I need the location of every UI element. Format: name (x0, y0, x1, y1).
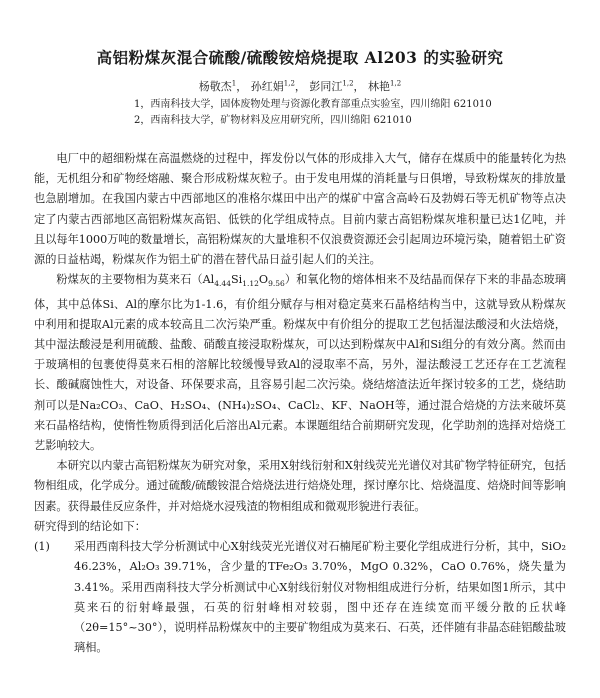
conclusion-number: (1) (34, 540, 50, 554)
author-name: 彭同江 (309, 80, 343, 93)
paragraph-phases: 粉煤灰的主要物相为莫来石$(Al_{4.44}Si_{1.12}O_{9.56})$和氧化物的熔体相来不及结晶而保存下来的非晶态玻璃体，其中总体Si、Al的摩尔比为1-1.6，有价组分赋存与相对稳定莫来石晶格结构当中，这就导致从粉煤灰中利用和提取Al元素的成本较高且二次污染严重。粉煤灰中有价组分的提取工艺包括湿法酸浸和火法焙烧，其中湿法酸浸是利用硫酸、盐酸、硝酸直接浸取粉煤灰，可以达到粉煤灰中Al和Si组分的有效分离。然而由于玻璃相的包裹使得莫来石相的溶解比较缓慢导致Al的浸取率不高，另外，湿法酸浸工艺还存在工艺流程长、酸碱腐蚀性大，对设备、环保要求高，且容易引起二次污染。烧结熔渣法近年探讨较多的工艺，烧结助剂可以是Na₂CO₃、CaO、H₂SO₄、(NH₄)₂SO₄、CaCl₂、KF、NaOH等，通过混合焙烧的方法来破坏莫来石晶格结构，使惰性物质得到活化后溶出Al元素。本课题组结合前期研究发现，化学助剂的选择对焙烧工艺影响较大。 (34, 273, 566, 453)
paragraph-intro: 电厂中的超细粉煤在高温燃烧的过程中，挥发份以气体的形成排入大气，储存在煤质中的能量转化为热能，无机组分和矿物经熔融、聚合形成粉煤灰粒子。由于发电用煤的消耗量与日俱增，导致粉煤灰的排放量也急剧增加。在我国内蒙古中西部地区的准格尔煤田中出产的煤矿中富含高岭石及勃姆石等无机矿物等点决定了内蒙古西部地区高铝粉煤灰高铝、低铁的化学组成特点。目前内蒙古高铝粉煤灰堆积量已达1亿吨，并且以每年1000万吨的数量增长，高铝粉煤灰的大量堆积不仅浪费资源还会引起周边环境污染，随着铝土矿资源的日益枯竭，粉煤灰作为铝土矿的潜在替代品日益引起人们的关注。 (34, 152, 566, 267)
author-affil-mark: 1,2 (342, 79, 354, 88)
author-name: 林艳 (368, 80, 391, 93)
author-name: 杨敬杰 (198, 80, 232, 93)
author-affil-mark: 1 (231, 79, 237, 88)
author-affil-mark: 1,2 (390, 79, 402, 88)
conclusion-item (34, 537, 566, 658)
conclusion-text: 采用西南科技大学分析测试中心X射线荧光光谱仪对石楠尾矿粉主要化学组成进行分析，其中，SiO₂ 46.23%，Al₂O₃ 39.71%，含少量的TFe₂O₃ 3.70%，MgO 0.32%，CaO 0.76%，烧失量为3.41%。采用西南科技大学分析测试中心X射线衍射仪对物相组成进行分析，结果如图1所示，其中莫来石的衍射峰最强，石英的衍射峰相对较弱，图中还存在连续宽而平缓分散的丘状峰（2θ=15°~30°），说明样品粉煤灰中的主要矿物组成为莫来石、石英，还伴随有非晶态硅铝酸盐玻璃相。 (74, 540, 566, 655)
paragraph-objective: 本研究以内蒙古高铝粉煤灰为研究对象，采用X射线衍射和X射线荧光光谱仪对其矿物学特征研究，包括物相组成，化学成分。通过硫酸/硫酸铵混合焙烧法进行焙烧处理，探讨摩尔比、焙烧温度、焙烧时间等影响因素。获得最佳反应条件，并对焙烧水浸残渣的物相组成和微观形貌进行表征。 (34, 459, 566, 513)
paper-title: 高铝粉煤灰混合硫酸/硫酸铵焙烧提取 Al203 的实验研究 (96, 48, 504, 67)
affiliation-1: 1，西南科技大学，固体废物处理与资源化教育部重点实验室，四川绵阳 621010 (134, 99, 492, 110)
paper-body (34, 149, 566, 658)
paragraph-conclusions-heading: 研究得到的结论如下： (34, 519, 146, 533)
author-name: 孙红娟 (250, 80, 284, 93)
author-line: 杨敬杰$^1$， 孙红娟$^{1,2}$， 彭同江$^{1,2}$， 林艳$^{1,2}$ (198, 79, 402, 93)
author-affil-mark: 1,2 (283, 79, 295, 88)
affiliation-2: 2，西南科技大学，矿物材料及应用研究所，四川绵阳 621010 (134, 115, 412, 126)
